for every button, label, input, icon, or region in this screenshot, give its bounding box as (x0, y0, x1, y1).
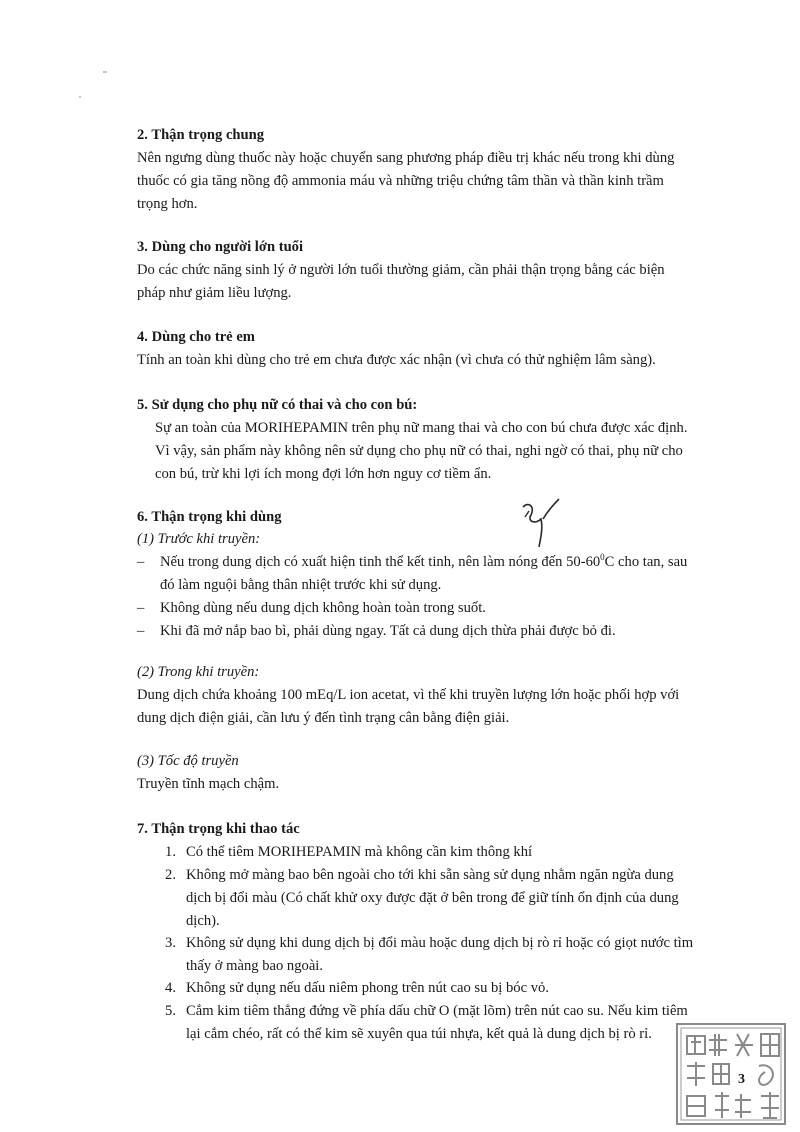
section-6-subheading: (1) Trước khi truyền: (137, 531, 261, 547)
section-5-line: Vì vậy, sản phẩm này không nên sử dụng cho phụ nữ có thai, nghi ngờ có thai, phụ nữ cho (155, 443, 683, 459)
list-item-line: Không sử dụng khi dung dịch bị đổi màu hoặc dung dịch bị rò rỉ hoặc có giọt nước tìm (186, 935, 694, 951)
seal-stamp (675, 1022, 787, 1126)
page-number: 3 (738, 1072, 745, 1087)
section-5-line: con bú, trừ khi lợi ích mong đợi lớn hơn nguy cơ tiềm ẩn. (155, 466, 492, 482)
bullet-text: Khi đã mở nắp bao bì, phải dùng ngay. Tất cả dung dịch thừa phải được bỏ đi. (160, 623, 616, 639)
section-4-line: Tính an toàn khi dùng cho trẻ em chưa được xác nhận (vì chưa có thử nghiệm lâm sàng). (137, 352, 656, 368)
list-item-line: Không sử dụng nếu dấu niêm phong trên nút cao su bị bóc vỏ. (186, 980, 549, 996)
scan-speck (103, 71, 107, 73)
list-number: 2. (165, 867, 176, 883)
list-item-line: Không mở màng bao bên ngoài cho tới khi sẵn sàng sử dụng nhằm ngăn ngừa dung (186, 867, 674, 883)
section-6-subheading: (2) Trong khi truyền: (137, 664, 260, 680)
superscript-degree: 0 (600, 552, 605, 563)
section-6-heading: 6. Thận trọng khi dùng (137, 509, 282, 525)
section-2-line: Nên ngưng dùng thuốc này hoặc chuyển sang phương pháp điều trị khác nếu trong khi dùng (137, 150, 675, 166)
bullet-text: Không dùng nếu dung dịch không hoàn toàn trong suốt. (160, 600, 486, 616)
list-item-line: Cắm kim tiêm thẳng đứng về phía dấu chữ O (mặt lõm) trên nút cao su. Nếu kim tiêm (186, 1003, 688, 1019)
bullet-text-continuation: đó làm nguội bằng thân nhiệt trước khi sử dụng. (160, 577, 442, 593)
bullet-dash: – (137, 623, 145, 639)
section-3-line: pháp như giảm liều lượng. (137, 285, 292, 301)
bullet-text-part: Nếu trong dung dịch có xuất hiện tinh thể kết tinh, nên làm nóng đến 50-60 (160, 554, 601, 570)
list-item-line: thấy ở màng bao ngoài. (186, 958, 324, 974)
section-6-subheading: (3) Tốc độ truyền (137, 753, 239, 769)
bullet-dash: – (137, 554, 145, 570)
section-6-line: dung dịch điện giải, cần lưu ý đến tình trạng cân bằng điện giải. (137, 710, 510, 726)
list-item-line: dịch). (186, 913, 220, 929)
scan-speck (79, 96, 81, 98)
section-2-line: thuốc có gia tăng nồng độ ammonia máu và những triệu chứng tâm thần và thần kinh trầm (137, 173, 664, 189)
list-item-line: lại cắm chéo, rất có thể kim sẽ xuyên qua túi nhựa, kết quả là dung dịch bị rò rỉ. (186, 1026, 652, 1042)
section-4-heading: 4. Dùng cho trẻ em (137, 329, 255, 345)
section-6-line: Dung dịch chứa khoảng 100 mEq/L ion acetat, vì thế khi truyền lượng lớn hoặc phối hợp với (137, 687, 680, 703)
section-7-heading: 7. Thận trọng khi thao tác (137, 821, 300, 837)
section-2-line: trọng hơn. (137, 196, 198, 212)
section-2-heading: 2. Thận trọng chung (137, 127, 265, 143)
section-6-line: Truyền tĩnh mạch chậm. (137, 776, 280, 792)
list-number: 1. (165, 844, 176, 860)
list-number: 5. (165, 1003, 176, 1019)
list-number: 3. (165, 935, 176, 951)
section-5-line: Sự an toàn của MORIHEPAMIN trên phụ nữ mang thai và cho con bú chưa được xác định. (155, 420, 688, 436)
bullet-dash: – (137, 600, 145, 616)
list-item-line: Có thể tiêm MORIHEPAMIN mà không cần kim thông khí (186, 844, 533, 860)
bullet-text (160, 551, 752, 574)
section-3-line: Do các chức năng sinh lý ở người lớn tuổi thường giảm, cần phải thận trọng bằng các biện (137, 262, 665, 278)
list-item-line: dịch bị đổi màu (Có chất khử oxy được đặt ở bên trong để giữ tính ổn định của dung (186, 890, 679, 906)
section-3-heading: 3. Dùng cho người lớn tuổi (137, 239, 304, 255)
section-5-heading: 5. Sử dụng cho phụ nữ có thai và cho con bú: (137, 397, 418, 413)
list-number: 4. (165, 980, 176, 996)
bullet-text-part: C cho tan, sau (604, 554, 688, 570)
